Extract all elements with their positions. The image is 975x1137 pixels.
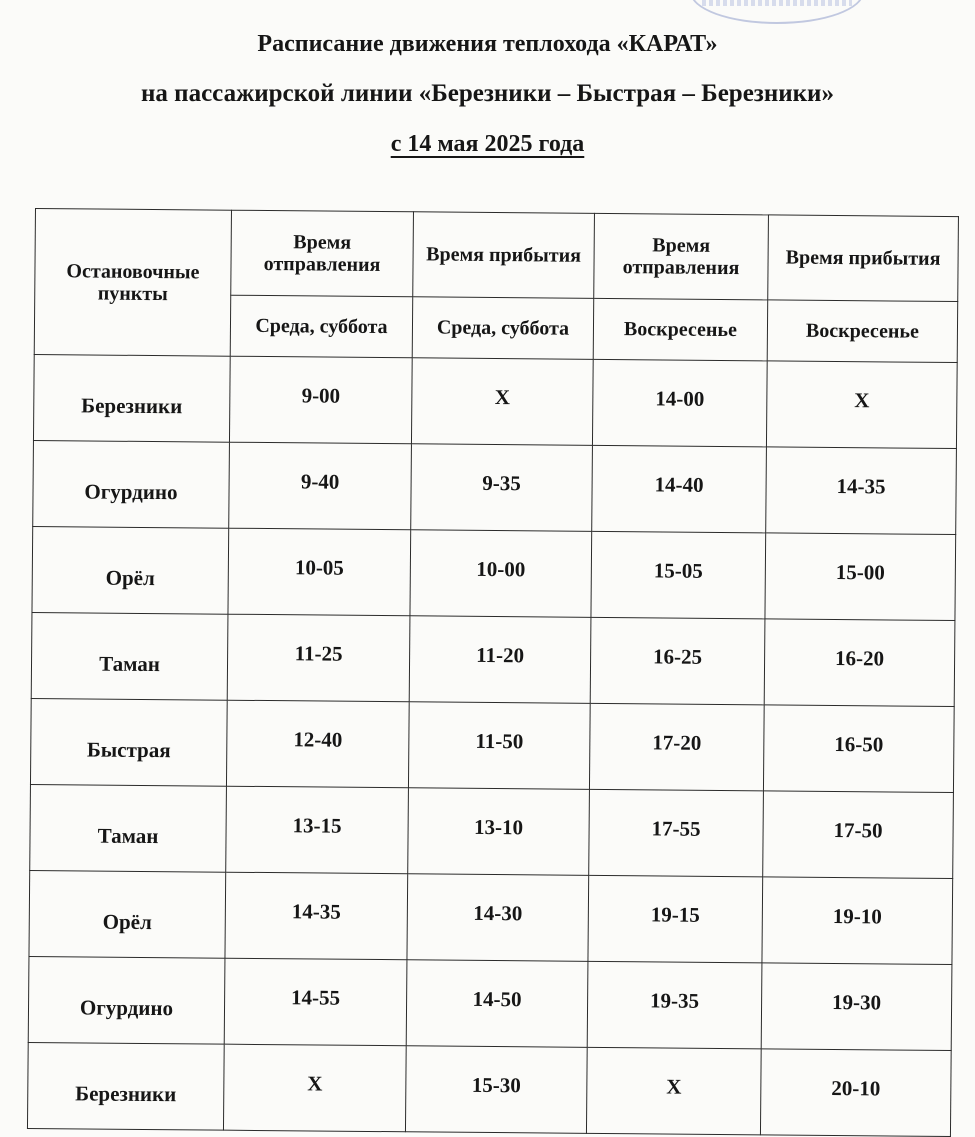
stop-name: Березники (27, 1042, 224, 1130)
table-row (30, 784, 954, 878)
time-cell: 9-35 (411, 444, 593, 532)
column-header-arrival-sun: Время прибытия (768, 215, 959, 302)
time-cell: X (586, 1047, 761, 1135)
route-subtitle: на пассажирской линии «Березники – Быстрая – Березники» (141, 80, 834, 107)
stop-name: Орёл (32, 526, 229, 614)
time-cell: 14-30 (407, 874, 589, 962)
time-cell: X (223, 1044, 406, 1132)
time-cell: 15-05 (591, 531, 766, 619)
days-header: Воскресенье (767, 300, 958, 363)
time-cell: 11-25 (227, 614, 410, 702)
stop-name: Орёл (29, 870, 226, 958)
table-row (29, 870, 953, 964)
stamp-seal (690, 0, 864, 24)
stop-name: Таман (30, 784, 227, 872)
time-cell: 10-05 (228, 528, 411, 616)
time-cell: 17-50 (763, 791, 954, 879)
time-cell: 17-20 (589, 703, 764, 791)
time-cell: 14-50 (406, 960, 588, 1048)
stop-name: Быстрая (30, 698, 227, 786)
stop-name: Таман (31, 612, 228, 700)
time-cell: 20-10 (760, 1049, 951, 1137)
document-title: Расписание движения теплохода «КАРАТ» (257, 31, 718, 57)
time-cell: 9-00 (229, 356, 412, 444)
time-cell: 14-00 (592, 359, 767, 447)
time-cell: 11-20 (409, 616, 591, 704)
time-cell: 16-50 (763, 705, 954, 793)
column-header-departure-wed-sat: Время отправления (231, 210, 414, 297)
table-row (33, 440, 957, 534)
time-cell: 10-00 (410, 530, 592, 618)
effective-date: с 14 мая 2025 года (390, 131, 585, 157)
table-row (33, 354, 957, 448)
column-header-departure-sun: Время отправления (594, 213, 769, 300)
time-cell: 11-50 (408, 702, 590, 790)
days-header: Среда, суббота (230, 295, 413, 358)
column-header-arrival-wed-sat: Время прибытия (413, 212, 595, 299)
time-cell: 13-10 (408, 788, 590, 876)
time-cell: 19-15 (588, 875, 763, 963)
time-cell: 15-30 (405, 1046, 587, 1134)
time-cell: 16-20 (764, 619, 955, 707)
days-header: Среда, суббота (412, 297, 594, 360)
header-row (35, 209, 959, 302)
time-cell: 19-10 (762, 877, 953, 965)
time-cell: 12-40 (226, 700, 409, 788)
table-row (27, 1042, 951, 1136)
table-row (28, 956, 952, 1050)
table-row (32, 526, 956, 620)
stops-column-header: Остановочные пункты (34, 209, 231, 357)
time-cell: 15-00 (765, 533, 956, 621)
time-cell: 14-35 (766, 447, 957, 535)
table-row (31, 612, 955, 706)
stop-name: Огурдино (28, 956, 225, 1044)
time-cell: 16-25 (590, 617, 765, 705)
time-cell: 17-55 (589, 789, 764, 877)
time-cell: X (766, 361, 957, 449)
time-cell: 19-30 (761, 963, 952, 1051)
time-cell: 9-40 (229, 442, 412, 530)
stop-name: Березники (33, 354, 230, 442)
time-cell: 14-40 (592, 445, 767, 533)
table-row (30, 698, 954, 792)
time-cell: 14-55 (224, 958, 407, 1046)
time-cell: 13-15 (226, 786, 409, 874)
time-cell: 19-35 (587, 961, 762, 1049)
days-header: Воскресенье (593, 298, 768, 361)
stop-name: Огурдино (33, 440, 230, 528)
schedule-table (27, 208, 959, 1137)
time-cell: X (411, 358, 593, 446)
time-cell: 14-35 (225, 872, 408, 960)
